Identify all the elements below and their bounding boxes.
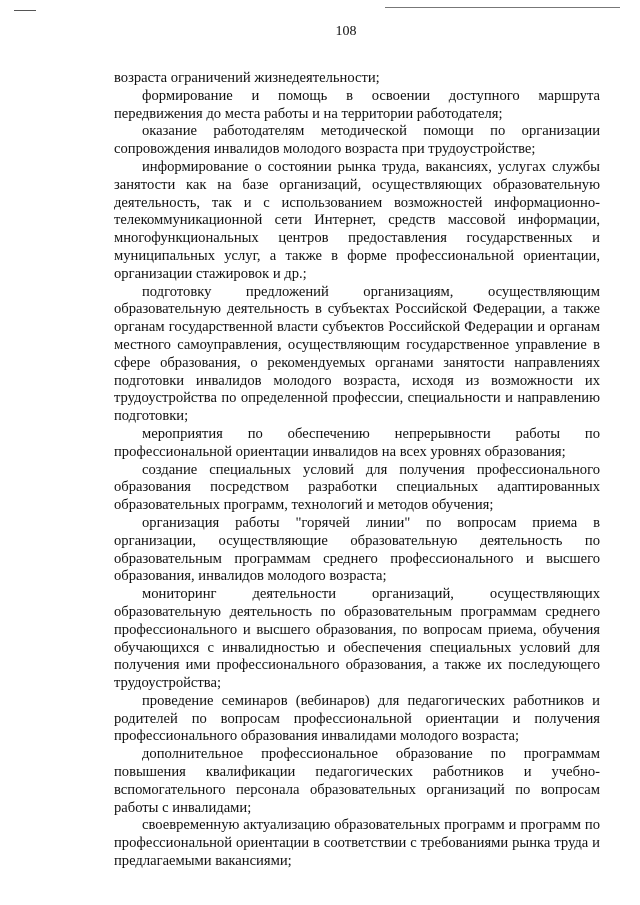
page-number: 108 [335,24,357,39]
paragraph-hotline: организация работы "горячей линии" по вопросам приема в организации, осуществляющие образовательную деятельность по образовательным программам среднего профессионального и высшего образования, инвалидов молодого возраста; [114,514,600,585]
body-text [114,70,600,871]
paragraph-program-updates: своевременную актуализацию образовательных программ и программ по профессиональной ориентации в соответствии с требованиями рынка труда и предлагаемыми вакансиями; [114,817,600,870]
paragraph-route-assistance: формирование и помощь в освоении доступного маршрута передвижения до места работы и на территории работодателя; [114,87,600,122]
scan-mark-left [14,10,36,11]
scan-mark-right [385,7,620,8]
paragraph-monitoring: мониторинг деятельности организаций, осуществляющих образовательную деятельность по образовательным программам среднего профессионального и высшего образования, по вопросам приема, обучения обучающихся с инвалидностью и обеспечения специальных условий для получения ими профессионального образования, а также их последующего трудоустройства; [114,586,600,692]
paragraph-additional-education: дополнительное профессиональное образование по программам повышения квалификации педагогических работников и учебно-вспомогательного персонала образовательных организаций по вопросам работы с инвалидами; [114,746,600,816]
paragraph-special-conditions: создание специальных условий для получения профессионального образования посредством разработки специальных адаптированных образовательных программ, технологий и методов обучения; [114,461,600,514]
paragraph-employer-methodical-help: оказание работодателям методической помощи по организации сопровождения инвалидов молодого возраста при трудоустройстве; [114,123,600,158]
paragraph-seminars: проведение семинаров (вебинаров) для педагогических работников и родителей по вопросам профессиональной ориентации и получения профессионального образования инвалидами молодого возраста; [114,692,600,745]
paragraph-continuation: возраста ограничений жизнедеятельности; [114,70,380,86]
paragraph-training-proposals: подготовку предложений организациям, осуществляющим образовательную деятельность в субъектах Российской Федерации, а также органам государственной власти субъектов Российской Федерации и органам местного самоуправления, осуществляющим государственное управление в сфере образования, о рекомендуемых органами занятости направлениях подготовки инвалидов молодого возраста, исходя из возможности их трудоустройства по определенной профессии, специальности и направлению подготовки; [114,283,600,425]
paragraph-labor-market-informing: информирование о состоянии рынка труда, вакансиях, услугах службы занятости как на базе организаций, осуществляющих образовательную деятельность, так и с использованием возможностей информационно-телекоммуникационной сети Интернет, средств массовой информации, многофункциональных центров предоставления государственных и муниципальных услуг, а также в форме профессиональной ориентации, организации стажировок и др.; [114,158,600,282]
paragraph-career-guidance-continuity: мероприятия по обеспечению непрерывности работы по профессиональной ориентации инвалидов на всех уровнях образования; [114,425,600,460]
